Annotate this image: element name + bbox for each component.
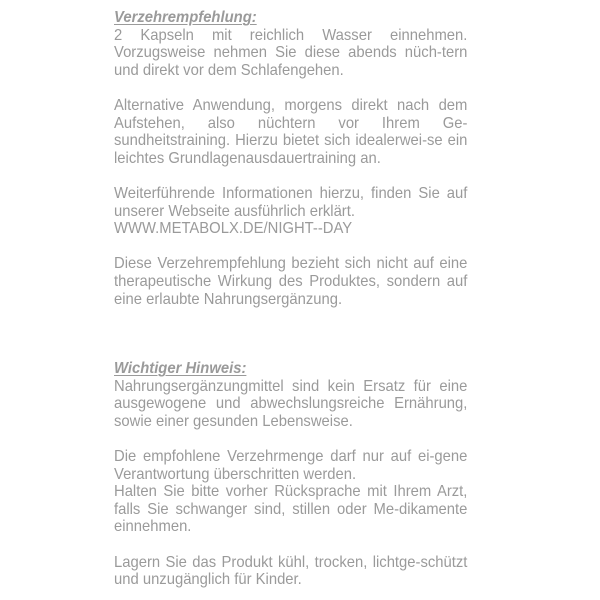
paragraph-gap (114, 167, 467, 185)
heading-wichtiger-hinweis: Wichtiger Hinweis: (114, 360, 247, 378)
paragraph-gap (114, 238, 467, 256)
paragraph-dosage: 2 Kapseln mit reichlich Wasser einnehmen. Vorzugsweise nehmen Sie diese abends nüch-tern und direkt vor dem Schlafengehen. (114, 26, 468, 79)
text-column (114, 9, 467, 589)
paragraph-alternative-use: Alternative Anwendung, morgens direkt nach dem Aufstehen, also nüchtern vor Ihrem Ge-sundheitstraining. Hierzu bietet sich idealerwei-se ein leichtes Grundlagenausdauertraining an. (114, 96, 468, 167)
paragraph-disclaimer: Diese Verzehrempfehlung bezieht sich nicht auf eine therapeutische Wirkung des Produktes, sondern auf eine erlaubte Nahrungsergänzung. (114, 255, 468, 308)
paragraph-more-info: Weiterführende Informationen hierzu, finden Sie auf unserer Webseite ausführlich erklärt. (114, 184, 468, 220)
section-gap (114, 308, 467, 360)
paragraph-consult-doctor: Halten Sie bitte vorher Rücksprache mit Ihrem Arzt, falls Sie schwanger sind, stillen oder Me-dikamente einnehmen. (114, 483, 468, 536)
heading-verzehrempfehlung: Verzehrempfehlung: (114, 9, 257, 26)
paragraph-gap (114, 536, 467, 554)
paragraph-dose-limit: Die empfohlene Verzehrmenge darf nur auf ei-gene Verantwortung überschritten werden. (114, 448, 468, 483)
paragraph-gap (114, 430, 467, 448)
paragraph-gap (114, 79, 467, 97)
website-url: WWW.METABOLX.DE/NIGHT--DAY (114, 220, 353, 238)
paragraph-storage: Lagern Sie das Produkt kühl, trocken, lichtge-schützt und unzugänglich für Kinder. (114, 553, 468, 589)
paragraph-not-substitute: Nahrungsergänzungmittel sind kein Ersatz für eine ausgewogene und abwechslungsreiche Ernährung, sowie einer gesunden Lebensweise. (114, 377, 468, 430)
